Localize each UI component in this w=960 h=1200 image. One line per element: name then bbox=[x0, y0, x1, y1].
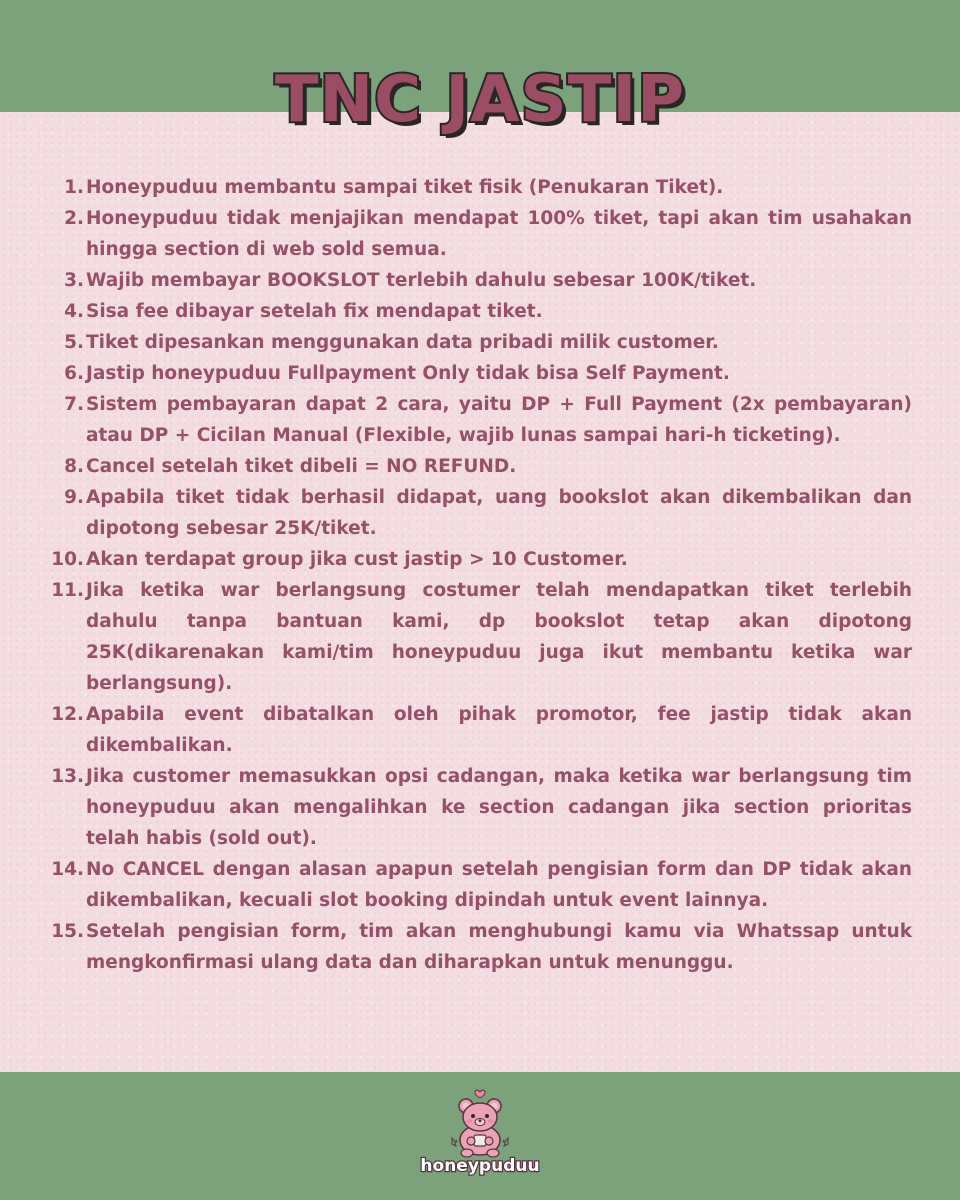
item-number: 3. bbox=[64, 270, 84, 291]
item-text: Sistem pembayaran dapat 2 cara, yaitu DP + Full Payment (2x pembayaran) atau DP + Cicilan Manual (Flexible, wajib lunas sampai hari-h ticketing). bbox=[86, 394, 912, 446]
list-item bbox=[0, 296, 912, 327]
list-item bbox=[0, 761, 912, 854]
item-text: Jastip honeypuduu Fullpayment Only tidak bisa Self Payment. bbox=[86, 363, 730, 384]
item-number: 12. bbox=[51, 704, 84, 725]
item-text: Honeypuduu tidak menjajikan mendapat 100% tiket, tapi akan tim usahakan hingga section di web sold semua. bbox=[86, 208, 912, 260]
item-number: 13. bbox=[51, 766, 84, 787]
item-number: 6. bbox=[64, 363, 84, 384]
item-number: 15. bbox=[51, 921, 84, 942]
item-text: Setelah pengisian form, tim akan menghubungi kamu via Whatssap untuk mengkonfirmasi ulang data dan diharapkan untuk menunggu. bbox=[86, 921, 912, 973]
list-item bbox=[0, 854, 912, 916]
item-text: Sisa fee dibayar setelah fix mendapat tiket. bbox=[86, 301, 543, 322]
item-text: Cancel setelah tiket dibeli = NO REFUND. bbox=[86, 456, 517, 477]
list-item bbox=[0, 389, 912, 451]
item-text: Apabila tiket tidak berhasil didapat, uang bookslot akan dikembalikan dan dipotong sebesar 25K/tiket. bbox=[86, 487, 912, 539]
list-item bbox=[0, 916, 912, 978]
item-number: 7. bbox=[64, 394, 84, 415]
list-item bbox=[0, 203, 912, 265]
list-item bbox=[0, 699, 912, 761]
item-number: 10. bbox=[51, 549, 84, 570]
page-title: TNC JASTIP bbox=[274, 63, 686, 137]
item-number: 4. bbox=[64, 301, 84, 322]
list-item bbox=[0, 575, 912, 699]
list-item bbox=[0, 327, 912, 358]
item-text: Wajib membayar BOOKSLOT terlebih dahulu sebesar 100K/tiket. bbox=[86, 270, 757, 291]
item-number: 9. bbox=[64, 487, 84, 508]
item-text: Akan terdapat group jika cust jastip > 10 Customer. bbox=[86, 549, 628, 570]
bear-mascot-icon bbox=[440, 1086, 520, 1158]
brand-name: honeypuduu bbox=[420, 1156, 540, 1176]
item-text: No CANCEL dengan alasan apapun setelah pengisian form dan DP tidak akan dikembalikan, kecuali slot booking dipindah untuk event lainnya. bbox=[86, 859, 912, 911]
terms-list bbox=[0, 172, 960, 978]
item-number: 5. bbox=[64, 332, 84, 353]
item-text: Jika ketika war berlangsung costumer telah mendapatkan tiket terlebih dahulu tanpa bantuan kami, dp bookslot tetap akan dipotong 25K(dikarenakan kami/tim honeypuduu juga ikut membantu ketika war berlangsung). bbox=[86, 580, 912, 694]
item-text: Tiket dipesankan menggunakan data pribadi milik customer. bbox=[86, 332, 719, 353]
item-number: 8. bbox=[64, 456, 84, 477]
list-item bbox=[0, 358, 912, 389]
item-text: Honeypuduu membantu sampai tiket fisik (Penukaran Tiket). bbox=[86, 177, 724, 198]
list-item bbox=[0, 172, 912, 203]
brand-logo bbox=[410, 1086, 550, 1192]
item-number: 11. bbox=[51, 580, 84, 601]
item-number: 1. bbox=[64, 177, 84, 198]
list-item bbox=[0, 265, 912, 296]
list-item bbox=[0, 544, 912, 575]
item-number: 2. bbox=[64, 208, 84, 229]
list-item bbox=[0, 451, 912, 482]
item-number: 14. bbox=[51, 859, 84, 880]
list-item bbox=[0, 482, 912, 544]
item-text: Apabila event dibatalkan oleh pihak promotor, fee jastip tidak akan dikembalikan. bbox=[86, 704, 912, 756]
item-text: Jika customer memasukkan opsi cadangan, maka ketika war berlangsung tim honeypuduu akan mengalihkan ke section cadangan jika section prioritas telah habis (sold out). bbox=[86, 766, 912, 849]
